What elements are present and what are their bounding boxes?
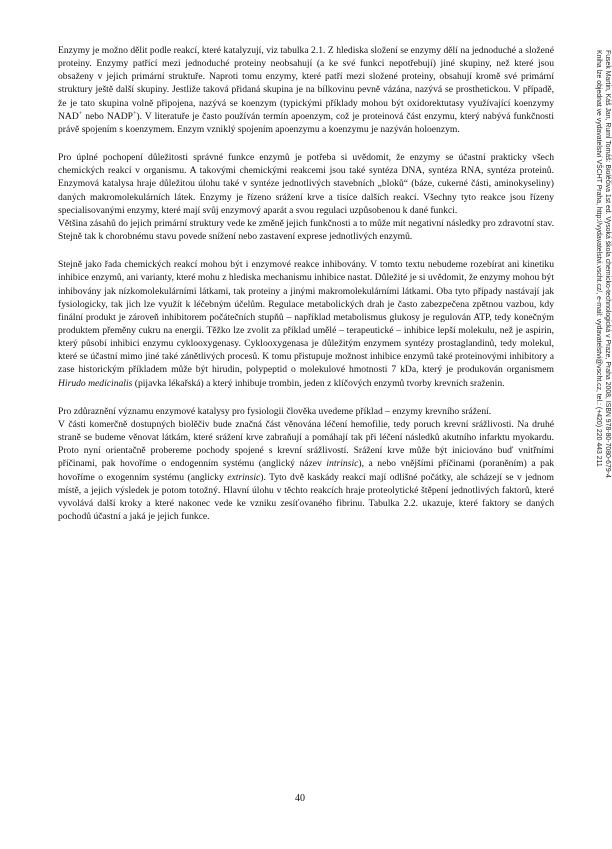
text-run: Pro úplné pochopení důležitosti správné funkce enzymů je potřeba si uvědomit, že enzymy se účastní prakticky všech chemických reakcí v organismu. A takovými chemickými reakcemi jsou také syntéza DNA, syntéza RNA, syntéza proteinů. Enzymová katalysa hraje důležitou úlohu také v syntéze jednotlivých stavebních „bloků“ (báze, cukerné části, aminokyseliny) daných makromolekulárních látek. Enzymy je řízeno srážení krve a tisíce dalších reakcí. Všechny tyto reakce jsou řízeny specialisovanými enzymy, které mají svůj enzymový aparát a svou regulaci uzpůsobenou k dané funkci. xyxy=(58,152,554,216)
page-body xyxy=(58,44,554,523)
paragraph-gap xyxy=(58,136,554,151)
text-run: ). V literatuře je často používán termín apoenzym, což je proteinová část enzymu, který nabývá funkčnosti právě spojením s koenzymem. Enzym vzniklý spojením apoenzymu a koenzymu je nazýván holoenzym. xyxy=(58,110,554,135)
text-run: Většina zásahů do jejich primární struktury vede ke změně jejich funkčnosti a to může mít negativní následky pro zdravotní stav. Stejně tak k chorobnému stavu povede snížení nebo zastavení exprese jednotlivých enzymů. xyxy=(58,217,554,243)
superscript: + xyxy=(133,110,137,117)
paragraph xyxy=(58,418,554,523)
italic-text: Hirudo medicinalis xyxy=(58,377,133,389)
superscript: + xyxy=(78,110,83,117)
side-citation xyxy=(556,50,612,610)
text-run: Stejně jako řada chemických reakcí mohou být i enzymové reakce inhibovány. V tomto textu nebudeme rozebírat ani kinetiku inhibice enzymů, ani varianty, které mohu z hlediska mechanismu inhibice nastat. Důležité je si uvědomit, že enzymy mohou být inhibovány jak nízkomolekulárními látkami, tak proteiny a jinými makromolekulárními látkami. Oba tyto případy nastávají jak fysiologicky, tak jich lze využít k léčebným účelům. Regulace metabolických drah je často zabezpečena zpětnou vazbou, kdy finální produkt je zároveň inhibitorem počátečních stupňů – například metabolismus glukosy je regulován ATP, tedy konečným produktem přeměny cukru na energii. Těžko lze zvolit za příklad umělé – terapeutické – inhibice lepší molekulu, než je aspirin, který působí inhibici enzymu cyklooxygenasy. Cyklooxygenasa je důležitým enzymem syntézy prostaglandinů, tedy molekul, které se účastní mimo jiné také zánětlivých procesů. K tomu přistupuje možnost inhibice enzymů také proteinovými inhibitory a zase historickým příkladem může být hirudin, polypeptid o molekulové hmotnosti 7 kDa, který je produkován organismem xyxy=(58,259,554,376)
text-run: Pro zdůraznění významu enzymové katalysy pro fysiologii člověka uvedeme příklad – enzymy krevního srážení. xyxy=(58,405,492,417)
paragraph xyxy=(58,405,554,418)
text-run: nebo NADP xyxy=(82,110,133,122)
paragraph xyxy=(58,258,554,390)
paragraph xyxy=(58,217,554,243)
page-number: 40 xyxy=(295,793,305,804)
text-run: ). Tyto dvě kaskády reakcí mají odlišné počátky, ale scházejí se v jednom místě, a jejich výsledek je potom totožný. Hlavní úlohu v těchto reakcích hraje proteolytické štěpení jednotlivých faktorů, které vyvolává další kroky a které nakonec vede ke vzniku zesíťovaného fibrinu. Tabulka 2.2. ukazuje, které faktory se daných pochodů účastní a jaká je jejich funkce. xyxy=(58,471,554,522)
text-run: ), a nebo vnějšími příčinami (poraněním) a pak hovoříme o exogenním systému (anglicky xyxy=(58,458,554,483)
paragraph-gap xyxy=(58,390,554,405)
paragraph xyxy=(58,151,554,217)
side-citation-line-2: Kniha lze objednat ve vydavatelství VŠCHT Praha, http://vydavatelstvi.vscht.cz/, e-mail: vydavatelstvi@vscht.cz, tel.: (+420) 220 443 211 xyxy=(595,50,602,467)
text-run: Enzymy je možno dělit podle reakcí, které katalyzují, viz tabulka 2.1. Z hlediska složení se enzymy dělí na jednoduché a složené proteiny. Enzymy patřící mezi jednoduché proteiny neobsahují (a ke své funkci nepotřebují) jiné skupiny, než které jsou obsaženy v jejich primární struktuře. Naproti tomu enzymy, které patří mezi složené proteiny, obsahují kromě své primární struktury ještě další skupiny. Jestliže taková přidaná skupina je na bílkovinu pevně vázána, nazývá se prosthetickou. V případě, že je tato skupina volně připojena, nazývá se koenzym (typickými příklady mohou být oxidorektutasy využívající koenzymy NAD xyxy=(58,45,554,122)
paragraph-gap xyxy=(58,243,554,258)
text-run: V části komerčně dostupných biolěčiv bude značná část věnována léčení hemofilie, tedy poruch krevní srážlivosti. Na druhé straně se budeme věnovat látkám, které srážení krve zabraňují a pomáhají tak při léčení následků akutního infarktu myokardu. Proto nyní orientačně probereme pochody spojené s krevní srážlivostí. Srážení krve může být iniciováno buď vnitřními příčinami, pak hovoříme o endogenním systému (anglický název xyxy=(58,418,554,470)
text-run: (pijavka lékařská) a který inhibuje trombin, jeden z klíčových enzymů tvorby krevních sraženin. xyxy=(132,377,505,389)
side-citation-line-1: Fusek Martin, Káš Jan, Ruml Tomáš: Biolěčiva 1st ed. Vysoká škola chemicko-technologická v Praze, Praha 2008, ISBN 978-80-7080-679-4 xyxy=(604,50,611,478)
italic-text: intrinsic xyxy=(326,458,359,470)
paragraph xyxy=(58,44,554,136)
italic-text: extrinsic xyxy=(227,471,261,483)
